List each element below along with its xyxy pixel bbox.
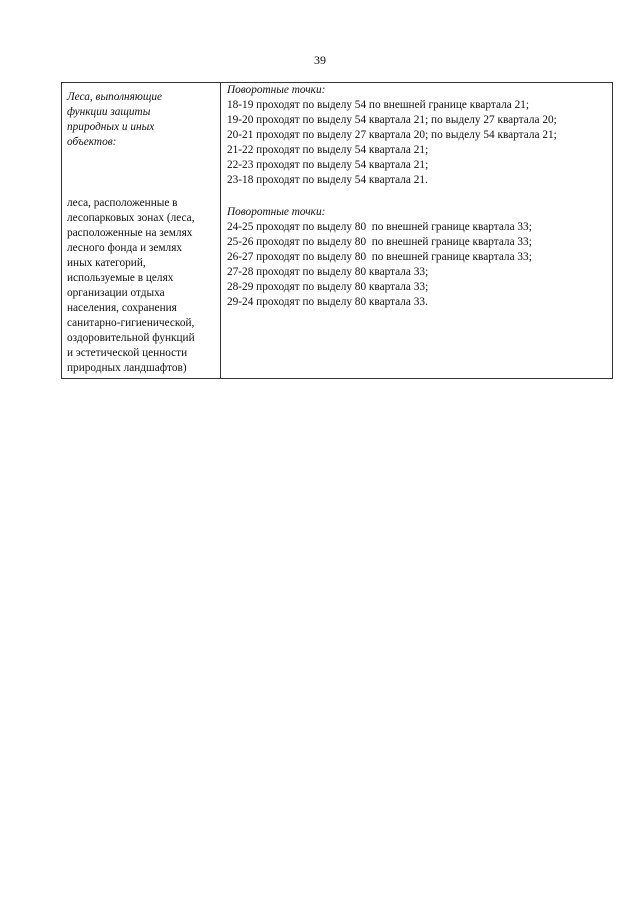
boundary-line: 28-29 проходят по выделу 80 квартала 33;	[227, 281, 429, 293]
boundary-line: 21-22 проходят по выделу 54 квартала 21;	[227, 144, 429, 156]
boundary-line: 18-19 проходят по выделу 54 по внешней границе квартала 21;	[227, 99, 530, 111]
boundary-line: 23-18 проходят по выделу 54 квартала 21.	[227, 174, 428, 186]
boundary-table	[61, 82, 613, 379]
turning-points-heading: Поворотные точки:	[227, 206, 326, 218]
category-column	[62, 83, 221, 378]
category-protective-forests: Леса, выполняющие функции защиты природных и иных объектов:	[67, 91, 163, 148]
turning-points-heading: Поворотные точки:	[227, 84, 326, 96]
turning-points-column	[221, 83, 612, 378]
boundary-line: 19-20 проходят по выделу 54 квартала 21; по выделу 27 квартала 20;	[227, 114, 557, 126]
page-number: 39	[314, 53, 326, 67]
boundary-line: 29-24 проходят по выделу 80 квартала 33.	[227, 296, 428, 308]
category-forest-park-zones: леса, расположенные в лесопарковых зонах (леса, расположенные на землях лесного фонда и землях иных категорий, используемые в целях организации отдыха населения, сохранения санитарно-гигиенической, оздоровительной функций и эстетической ценности природных ландшафтов)	[67, 197, 195, 374]
boundary-line: 24-25 проходят по выделу 80 по внешней границе квартала 33;	[227, 221, 532, 233]
boundary-line: 20-21 проходят по выделу 27 квартала 20; по выделу 54 квартала 21;	[227, 129, 557, 141]
boundary-line: 26-27 проходят по выделу 80 по внешней границе квартала 33;	[227, 251, 532, 263]
boundary-line: 27-28 проходят по выделу 80 квартала 33;	[227, 266, 429, 278]
boundary-line: 22-23 проходят по выделу 54 квартала 21;	[227, 159, 429, 171]
boundary-line: 25-26 проходят по выделу 80 по внешней границе квартала 33;	[227, 236, 532, 248]
